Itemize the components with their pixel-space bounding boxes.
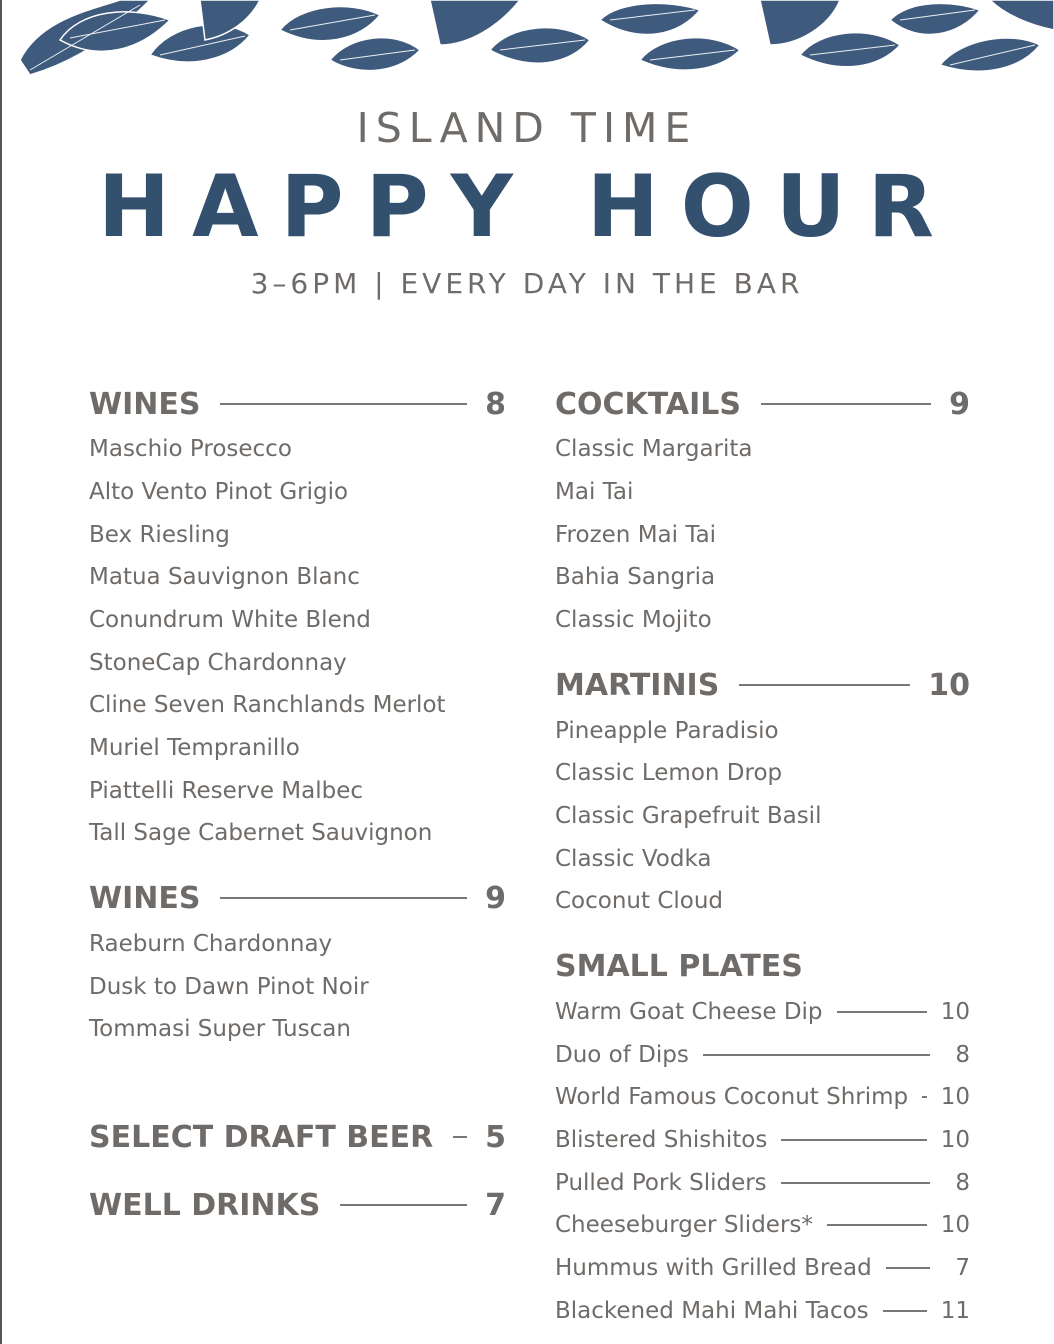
menu-item: Bahia Sangria	[555, 564, 716, 590]
divider-line	[886, 1267, 930, 1269]
menu-item: Classic Vodka	[555, 846, 712, 872]
menu-item: Classic Grapefruit Basil	[555, 803, 822, 829]
section-well-drinks	[89, 1185, 506, 1225]
menu-item: Muriel Tempranillo	[89, 735, 300, 761]
menu-item: Classic Lemon Drop	[555, 760, 783, 786]
menu-item: Piattelli Reserve Malbec	[89, 778, 364, 804]
tropical-leaves-banner	[0, 0, 1054, 80]
plate-row	[555, 1040, 970, 1070]
menu-item: Raeburn Chardonnay	[89, 931, 333, 957]
menu-item: Pineapple Paradisio	[555, 718, 779, 744]
section-price: 5	[485, 1119, 506, 1155]
section-title: MARTINIS	[555, 667, 720, 703]
divider-line	[781, 1182, 930, 1184]
section-price: 10	[928, 667, 970, 703]
section-title: COCKTAILS	[555, 386, 742, 422]
plate-name: Blackened Mahi Mahi Tacos	[555, 1298, 869, 1324]
section-price: 9	[485, 880, 506, 916]
divider-line	[453, 1136, 467, 1138]
menu-item: StoneCap Chardonnay	[89, 650, 347, 676]
divider-line	[703, 1054, 930, 1056]
menu-item: Alto Vento Pinot Grigio	[89, 479, 349, 505]
plate-price: 7	[955, 1255, 970, 1281]
divider-line	[220, 897, 467, 899]
plate-price: 10	[940, 1127, 970, 1153]
plate-price: 8	[955, 1042, 970, 1068]
menu-subtitle: ISLAND TIME	[356, 104, 698, 152]
section-wines-8	[89, 384, 506, 424]
section-small-plates	[555, 946, 970, 986]
menu-item: Mai Tai	[555, 479, 634, 505]
plate-row	[555, 1125, 970, 1155]
menu-tagline: 3–6PM | EVERY DAY IN THE BAR	[250, 267, 804, 300]
plate-row	[555, 1253, 970, 1283]
menu-item: Bex Riesling	[89, 522, 230, 548]
divider-line	[220, 403, 467, 405]
section-price: 8	[485, 386, 506, 422]
divider-line	[739, 684, 910, 686]
plate-name: World Famous Coconut Shrimp	[555, 1084, 909, 1110]
section-title: SELECT DRAFT BEER	[89, 1119, 434, 1155]
plate-name: Duo of Dips	[555, 1042, 689, 1068]
plate-name: Hummus with Grilled Bread	[555, 1255, 872, 1281]
divider-line	[827, 1224, 927, 1226]
section-title: SMALL PLATES	[555, 948, 803, 984]
plate-name: Warm Goat Cheese Dip	[555, 999, 823, 1025]
menu-item: Conundrum White Blend	[89, 607, 371, 633]
section-title: WELL DRINKS	[89, 1187, 321, 1223]
plate-row	[555, 997, 970, 1027]
section-draft-beer	[89, 1117, 506, 1157]
plate-row	[555, 1082, 970, 1112]
section-title: WINES	[89, 386, 201, 422]
plate-row	[555, 1210, 970, 1240]
divider-line	[883, 1310, 927, 1312]
menu-item: Tall Sage Cabernet Sauvignon	[89, 820, 433, 846]
plate-price: 10	[940, 1212, 970, 1238]
plate-name: Pulled Pork Sliders	[555, 1170, 767, 1196]
plate-price: 10	[940, 1084, 970, 1110]
section-martinis	[555, 665, 970, 705]
divider-line	[837, 1011, 927, 1013]
menu-item: Coconut Cloud	[555, 888, 724, 914]
menu-item: Classic Margarita	[555, 436, 753, 462]
plate-price: 8	[955, 1170, 970, 1196]
menu-item: Frozen Mai Tai	[555, 522, 717, 548]
section-title: WINES	[89, 880, 201, 916]
plate-price: 11	[940, 1298, 970, 1324]
section-price: 7	[485, 1187, 506, 1223]
menu-item: Classic Mojito	[555, 607, 712, 633]
menu-item: Tommasi Super Tuscan	[89, 1016, 351, 1042]
plate-row	[555, 1296, 970, 1326]
divider-line	[340, 1204, 467, 1206]
section-price: 9	[949, 386, 970, 422]
divider-line	[781, 1139, 926, 1141]
section-cocktails	[555, 384, 970, 424]
plate-name: Cheeseburger Sliders*	[555, 1212, 813, 1238]
section-wines-9	[89, 878, 506, 918]
menu-title: HAPPY HOUR	[98, 157, 956, 257]
menu-item: Maschio Prosecco	[89, 436, 292, 462]
menu-item: Dusk to Dawn Pinot Noir	[89, 974, 369, 1000]
menu-item: Cline Seven Ranchlands Merlot	[89, 692, 446, 718]
menu-item: Matua Sauvignon Blanc	[89, 564, 360, 590]
plate-price: 10	[940, 999, 970, 1025]
divider-line	[922, 1096, 927, 1098]
plate-name: Blistered Shishitos	[555, 1127, 768, 1153]
divider-line	[761, 403, 931, 405]
plate-row	[555, 1168, 970, 1198]
